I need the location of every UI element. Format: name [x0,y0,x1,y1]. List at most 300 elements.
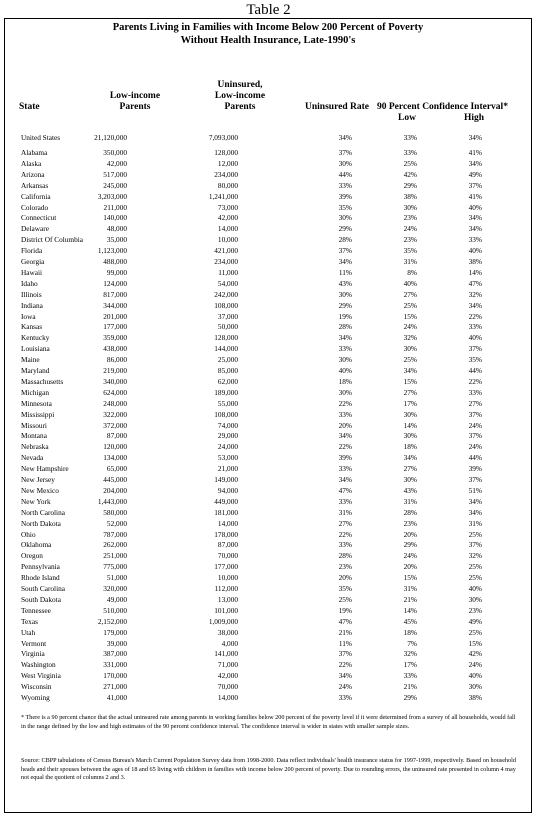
cell-low-income-parents: 52,000 [106,518,127,528]
cell-ci-high: 38% [468,693,482,702]
table-row [5,475,531,485]
cell-uninsured-rate: 29% [338,300,352,310]
cell-ci-high: 41% [468,191,482,201]
table-row [5,279,531,289]
table-row [5,213,531,223]
cell-uninsured-rate: 33% [338,409,352,419]
table-row [5,628,531,638]
cell-ci-high: 25% [468,562,482,572]
cell-ci-high: 47% [468,278,482,288]
cell-ci-low: 29% [403,693,417,702]
cell-uninsured-parents: 112,000 [214,584,238,593]
cell-ci-high: 33% [468,235,482,245]
cell-ci-low: 15% [403,311,417,321]
table-row [5,290,531,300]
cell-ci-low: 21% [403,594,417,604]
cell-low-income-parents: 219,000 [103,366,127,375]
cell-uninsured-rate: 43% [338,278,352,288]
cell-uninsured-parents: 10,000 [217,573,238,583]
cell-uninsured-rate: 11% [338,267,352,277]
table-row [5,584,531,594]
cell-low-income-parents: 87,000 [106,431,127,441]
cell-low-income-parents: 170,000 [103,671,127,681]
table-row [5,486,531,496]
cell-ci-low: 25% [403,158,417,168]
cell-low-income-parents: 350,000 [103,148,127,157]
cell-low-income-parents: 204,000 [103,485,127,495]
cell-ci-high: 34% [468,300,482,310]
cell-ci-low: 31% [403,496,417,506]
cell-ci-high: 22% [468,376,482,386]
cell-uninsured-rate: 28% [338,322,352,332]
cell-low-income-parents: 3,203,000 [97,191,127,201]
table-row [5,540,531,550]
cell-ci-low: 20% [403,529,417,539]
cell-low-income-parents: 2,152,000 [97,616,127,626]
cell-ci-low: 30% [403,344,417,354]
cell-ci-high: 32% [468,551,482,561]
cell-ci-low: 15% [403,376,417,386]
cell-uninsured-rate: 31% [338,507,352,517]
table-row [5,562,531,572]
cell-uninsured-rate: 30% [338,355,352,365]
cell-ci-low: 17% [403,398,417,408]
table-row [5,181,531,191]
cell-state: Virginia [21,649,45,659]
cell-state: Colorado [21,202,49,212]
cell-uninsured-rate: 22% [338,529,352,539]
cell-state: Louisiana [21,344,50,354]
table-row [5,660,531,670]
table-row [5,377,531,387]
table-row [5,508,531,518]
cell-low-income-parents: 35,000 [106,235,127,245]
cell-uninsured-parents: 70,000 [217,551,238,561]
cell-uninsured-rate: 37% [338,148,352,157]
cell-ci-high: 40% [468,333,482,343]
cell-ci-low: 18% [403,627,417,637]
cell-ci-low: 24% [403,551,417,561]
cell-ci-low: 30% [403,431,417,441]
cell-low-income-parents: 1,443,000 [97,496,127,506]
cell-uninsured-parents: 71,000 [217,660,238,670]
cell-uninsured-rate: 22% [338,398,352,408]
table-row [5,442,531,452]
cell-uninsured-parents: 1,241,000 [208,191,238,201]
cell-uninsured-rate: 19% [338,605,352,615]
cell-low-income-parents: 140,000 [103,213,127,223]
cell-low-income-parents: 445,000 [103,475,127,484]
cell-state: New York [21,496,51,506]
cell-ci-high: 25% [468,573,482,583]
cell-uninsured-rate: 27% [338,518,352,528]
cell-state: Michigan [21,387,49,397]
table-row [5,257,531,267]
cell-uninsured-rate: 25% [338,594,352,604]
cell-state: Delaware [21,224,49,234]
cell-state: Arkansas [21,180,49,190]
table-row [5,192,531,202]
cell-state: Oklahoma [21,540,52,550]
cell-ci-low: 7% [407,638,417,648]
us-total-row [5,133,531,143]
cell-ci-low: 30% [403,475,417,484]
table-row [5,595,531,605]
cell-ci-low: 29% [403,540,417,550]
cell-uninsured-parents: 24,000 [217,442,238,452]
cell-uninsured-rate: 33% [338,344,352,354]
cell-low-income-parents: 42,000 [106,158,127,168]
cell-low-income-parents: 124,000 [103,278,127,288]
cell-ci-high: 37% [468,475,482,484]
cell-ci-high: 34% [468,213,482,223]
cell-uninsured-rate: 29% [338,224,352,234]
cell-uninsured-rate: 22% [338,660,352,670]
cell-uninsured-parents: 108,000 [214,300,238,310]
table-row [5,431,531,441]
cell-ci-high: 14% [468,267,482,277]
cell-uninsured-parents: 21,000 [217,464,238,474]
cell-uninsured-parents: 13,000 [217,594,238,604]
cell-ci-high: 33% [468,322,482,332]
cell-uninsured-parents: 234,000 [214,257,238,266]
table-row [5,159,531,169]
cell-ci-high: 24% [468,442,482,452]
cell-uninsured-parents: 70,000 [217,682,238,692]
table-row [5,497,531,507]
cell-ci-high: 40% [468,671,482,681]
cell-uninsured-rate: 39% [338,453,352,463]
cell-uninsured-rate: 33% [338,464,352,474]
cell-uninsured-rate: 30% [338,213,352,223]
table-row [5,148,531,158]
cell-ci-high: 44% [468,366,482,375]
cell-uninsured-rate: 34% [338,133,352,142]
cell-low-income-parents: 580,000 [103,507,127,517]
cell-state: Florida [21,246,43,256]
footnote: * There is a 90 percent chance that the actual uninsured rate among parents in working families below 200 percent of the poverty level if it were determined from a survey of all households, would fall in the range defined by the low and high estimates of the 90 percent confidence interval. The confidence interval is wider in states with smaller sample sizes. [21,714,516,730]
cell-state: New Jersey [21,475,55,484]
cell-low-income-parents: 359,000 [103,333,127,343]
cell-ci-low: 25% [403,300,417,310]
cell-state: Alabama [21,148,48,157]
cell-ci-high: 27% [468,398,482,408]
cell-uninsured-rate: 20% [338,420,352,430]
table-frame [4,18,532,813]
cell-uninsured-parents: 128,000 [214,333,238,343]
cell-state: Mississippi [21,409,55,419]
cell-uninsured-rate: 39% [338,191,352,201]
table-row [5,682,531,692]
table-row [5,453,531,463]
cell-ci-high: 35% [468,355,482,365]
cell-ci-low: 32% [403,649,417,659]
cell-ci-high: 34% [468,496,482,506]
cell-ci-low: 29% [403,180,417,190]
table-row [5,639,531,649]
cell-ci-high: 40% [468,202,482,212]
cell-state: Hawaii [21,267,43,277]
cell-uninsured-rate: 33% [338,693,352,702]
table-row [5,246,531,256]
table-row [5,355,531,365]
cell-ci-low: 14% [403,605,417,615]
cell-low-income-parents: 438,000 [103,344,127,354]
header-uninsured-rate: Uninsured Rate [305,102,369,112]
header-uninsured-line-3: Parents [224,102,256,112]
cell-low-income-parents: 201,000 [103,311,127,321]
header-uninsured-low-income-parents [210,80,270,113]
cell-uninsured-parents: 87,000 [217,540,238,550]
cell-state: New Hampshire [21,464,69,474]
cell-ci-high: 15% [468,638,482,648]
cell-uninsured-rate: 47% [338,485,352,495]
cell-uninsured-rate: 21% [338,627,352,637]
cell-state: Minnesota [21,398,52,408]
cell-low-income-parents: 372,000 [103,420,127,430]
cell-ci-low: 17% [403,660,417,670]
cell-state: Missouri [21,420,47,430]
cell-ci-low: 24% [403,322,417,332]
cell-ci-high: 40% [468,584,482,593]
cell-low-income-parents: 322,000 [103,409,127,419]
cell-uninsured-parents: 74,000 [217,420,238,430]
cell-uninsured-parents: 80,000 [217,180,238,190]
cell-state: United States [21,133,61,142]
table-title-line-1: Parents Living in Families with Income Below 200 Percent of Poverty [112,22,424,33]
cell-uninsured-rate: 28% [338,235,352,245]
cell-low-income-parents: 65,000 [106,464,127,474]
cell-uninsured-rate: 34% [338,257,352,266]
cell-ci-high: 38% [468,257,482,266]
cell-ci-high: 49% [468,169,482,179]
header-uninsured-line-2: Low-income [214,91,266,101]
cell-low-income-parents: 787,000 [103,529,127,539]
header-low-income-parents-line-1: Low-income [109,91,161,101]
cell-low-income-parents: 49,000 [106,594,127,604]
cell-low-income-parents: 39,000 [106,638,127,648]
cell-ci-low: 31% [403,257,417,266]
table-row [5,268,531,278]
cell-ci-low: 8% [407,267,417,277]
cell-uninsured-parents: 177,000 [214,562,238,572]
cell-state: New Mexico [21,485,59,495]
cell-state: Massachusetts [21,376,64,386]
cell-ci-high: 25% [468,529,482,539]
table-row [5,617,531,627]
cell-state: Connecticut [21,213,57,223]
table-row [5,224,531,234]
cell-ci-high: 32% [468,289,482,299]
cell-ci-low: 40% [403,278,417,288]
cell-uninsured-parents: 181,000 [214,507,238,517]
cell-ci-high: 23% [468,605,482,615]
cell-state: Maryland [21,366,50,375]
table-row [5,464,531,474]
table-row [5,312,531,322]
cell-uninsured-parents: 141,000 [214,649,238,659]
cell-uninsured-parents: 14,000 [217,518,238,528]
cell-low-income-parents: 262,000 [103,540,127,550]
cell-uninsured-rate: 35% [338,202,352,212]
cell-uninsured-parents: 189,000 [214,387,238,397]
cell-uninsured-parents: 4,000 [221,638,238,648]
cell-ci-low: 15% [403,573,417,583]
cell-uninsured-parents: 144,000 [214,344,238,354]
cell-uninsured-parents: 50,000 [217,322,238,332]
cell-ci-low: 32% [403,333,417,343]
cell-ci-high: 37% [468,431,482,441]
cell-uninsured-rate: 18% [338,376,352,386]
cell-ci-high: 22% [468,311,482,321]
cell-uninsured-parents: 11,000 [218,267,238,277]
cell-uninsured-rate: 40% [338,366,352,375]
table-row [5,573,531,583]
table-row [5,649,531,659]
cell-uninsured-rate: 33% [338,180,352,190]
cell-ci-low: 25% [403,355,417,365]
table-row [5,170,531,180]
cell-uninsured-rate: 47% [338,616,352,626]
cell-uninsured-parents: 62,000 [217,376,238,386]
cell-low-income-parents: 21,120,000 [94,133,127,142]
cell-uninsured-rate: 22% [338,442,352,452]
cell-uninsured-parents: 73,000 [217,202,238,212]
cell-low-income-parents: 248,000 [103,398,127,408]
cell-state: Maine [21,355,40,365]
cell-uninsured-parents: 14,000 [217,693,238,702]
cell-state: Rhode Island [21,573,60,583]
cell-ci-low: 20% [403,562,417,572]
header-confidence-interval: 90 Percent Confidence Interval* [377,102,508,112]
cell-ci-high: 30% [468,682,482,692]
table-row [5,399,531,409]
cell-ci-low: 33% [403,671,417,681]
header-low-income-parents [105,91,165,113]
cell-uninsured-rate: 23% [338,562,352,572]
cell-uninsured-parents: 1,009,000 [208,616,238,626]
table-row [5,519,531,529]
cell-low-income-parents: 775,000 [103,562,127,572]
cell-uninsured-parents: 242,000 [214,289,238,299]
cell-uninsured-parents: 53,000 [217,453,238,463]
table-row [5,671,531,681]
cell-low-income-parents: 134,000 [103,453,127,463]
cell-uninsured-parents: 234,000 [214,169,238,179]
cell-ci-low: 38% [403,191,417,201]
cell-uninsured-parents: 29,000 [217,431,238,441]
cell-ci-low: 27% [403,289,417,299]
cell-low-income-parents: 517,000 [103,169,127,179]
cell-ci-low: 34% [403,366,417,375]
cell-low-income-parents: 179,000 [103,627,127,637]
cell-low-income-parents: 99,000 [106,267,127,277]
table-row [5,606,531,616]
cell-uninsured-rate: 35% [338,584,352,593]
cell-uninsured-rate: 19% [338,311,352,321]
cell-uninsured-parents: 42,000 [217,671,238,681]
cell-state: West Virginia [21,671,61,681]
cell-uninsured-parents: 38,000 [217,627,238,637]
cell-low-income-parents: 624,000 [103,387,127,397]
table-row [5,344,531,354]
cell-state: Kansas [21,322,43,332]
cell-ci-low: 24% [403,224,417,234]
cell-low-income-parents: 510,000 [103,605,127,615]
cell-state: Texas [21,616,38,626]
cell-ci-high: 34% [468,133,482,142]
cell-ci-low: 28% [403,507,417,517]
cell-uninsured-rate: 30% [338,289,352,299]
source-note: Source: CBPP tabulations of Census Bureau's March Current Population Survey data from 1998-2000. Data reflect individuals' health insurance status for 1997-1999, respectively. Based on household heads and their spouses between the ages of 18 and 65 living with children in families with income below 200 percent of poverty. Due to rounding errors, the uninsured rate presented in column 4 may not equal the quotient of columns 2 and 3. [21,757,516,782]
cell-state: District Of Columbia [21,235,84,245]
cell-state: Georgia [21,257,45,266]
cell-state: South Carolina [21,584,65,593]
cell-ci-high: 37% [468,409,482,419]
cell-uninsured-parents: 10,000 [217,235,238,245]
cell-ci-low: 45% [403,616,417,626]
header-low-income-parents-line-2: Parents [119,102,151,112]
table-row [5,301,531,311]
cell-low-income-parents: 41,000 [106,693,127,702]
cell-low-income-parents: 331,000 [103,660,127,670]
cell-low-income-parents: 251,000 [103,551,127,561]
cell-ci-low: 21% [403,682,417,692]
cell-low-income-parents: 340,000 [103,376,127,386]
table-row [5,421,531,431]
cell-state: North Carolina [21,507,65,517]
cell-low-income-parents: 387,000 [103,649,127,659]
cell-state: Kentucky [21,333,50,343]
cell-state: Wisconsin [21,682,52,692]
cell-uninsured-parents: 54,000 [217,278,238,288]
cell-ci-high: 37% [468,540,482,550]
cell-uninsured-rate: 28% [338,551,352,561]
cell-ci-high: 41% [468,148,482,157]
cell-state: Alaska [21,158,42,168]
cell-low-income-parents: 211,000 [103,202,127,212]
cell-uninsured-parents: 128,000 [214,148,238,157]
cell-state: Vermont [21,638,47,648]
cell-uninsured-rate: 33% [338,540,352,550]
cell-state: Nebraska [21,442,49,452]
cell-low-income-parents: 51,000 [106,573,127,583]
cell-uninsured-rate: 24% [338,682,352,692]
table-row [5,203,531,213]
cell-uninsured-parents: 149,000 [214,475,238,484]
cell-ci-high: 39% [468,464,482,474]
table-row [5,235,531,245]
cell-uninsured-parents: 55,000 [217,398,238,408]
cell-state: Illinois [21,289,42,299]
cell-uninsured-rate: 37% [338,649,352,659]
cell-low-income-parents: 48,000 [106,224,127,234]
cell-uninsured-parents: 178,000 [214,529,238,539]
cell-low-income-parents: 177,000 [103,322,127,332]
cell-uninsured-parents: 85,000 [217,366,238,375]
cell-ci-high: 31% [468,518,482,528]
cell-ci-high: 49% [468,616,482,626]
cell-uninsured-rate: 44% [338,169,352,179]
cell-ci-low: 23% [403,518,417,528]
cell-state: Washington [21,660,56,670]
cell-state: Tennessee [21,605,51,615]
cell-ci-low: 23% [403,235,417,245]
cell-state: Idaho [21,278,38,288]
cell-ci-high: 37% [468,344,482,354]
cell-state: Indiana [21,300,43,310]
cell-state: Nevada [21,453,44,463]
